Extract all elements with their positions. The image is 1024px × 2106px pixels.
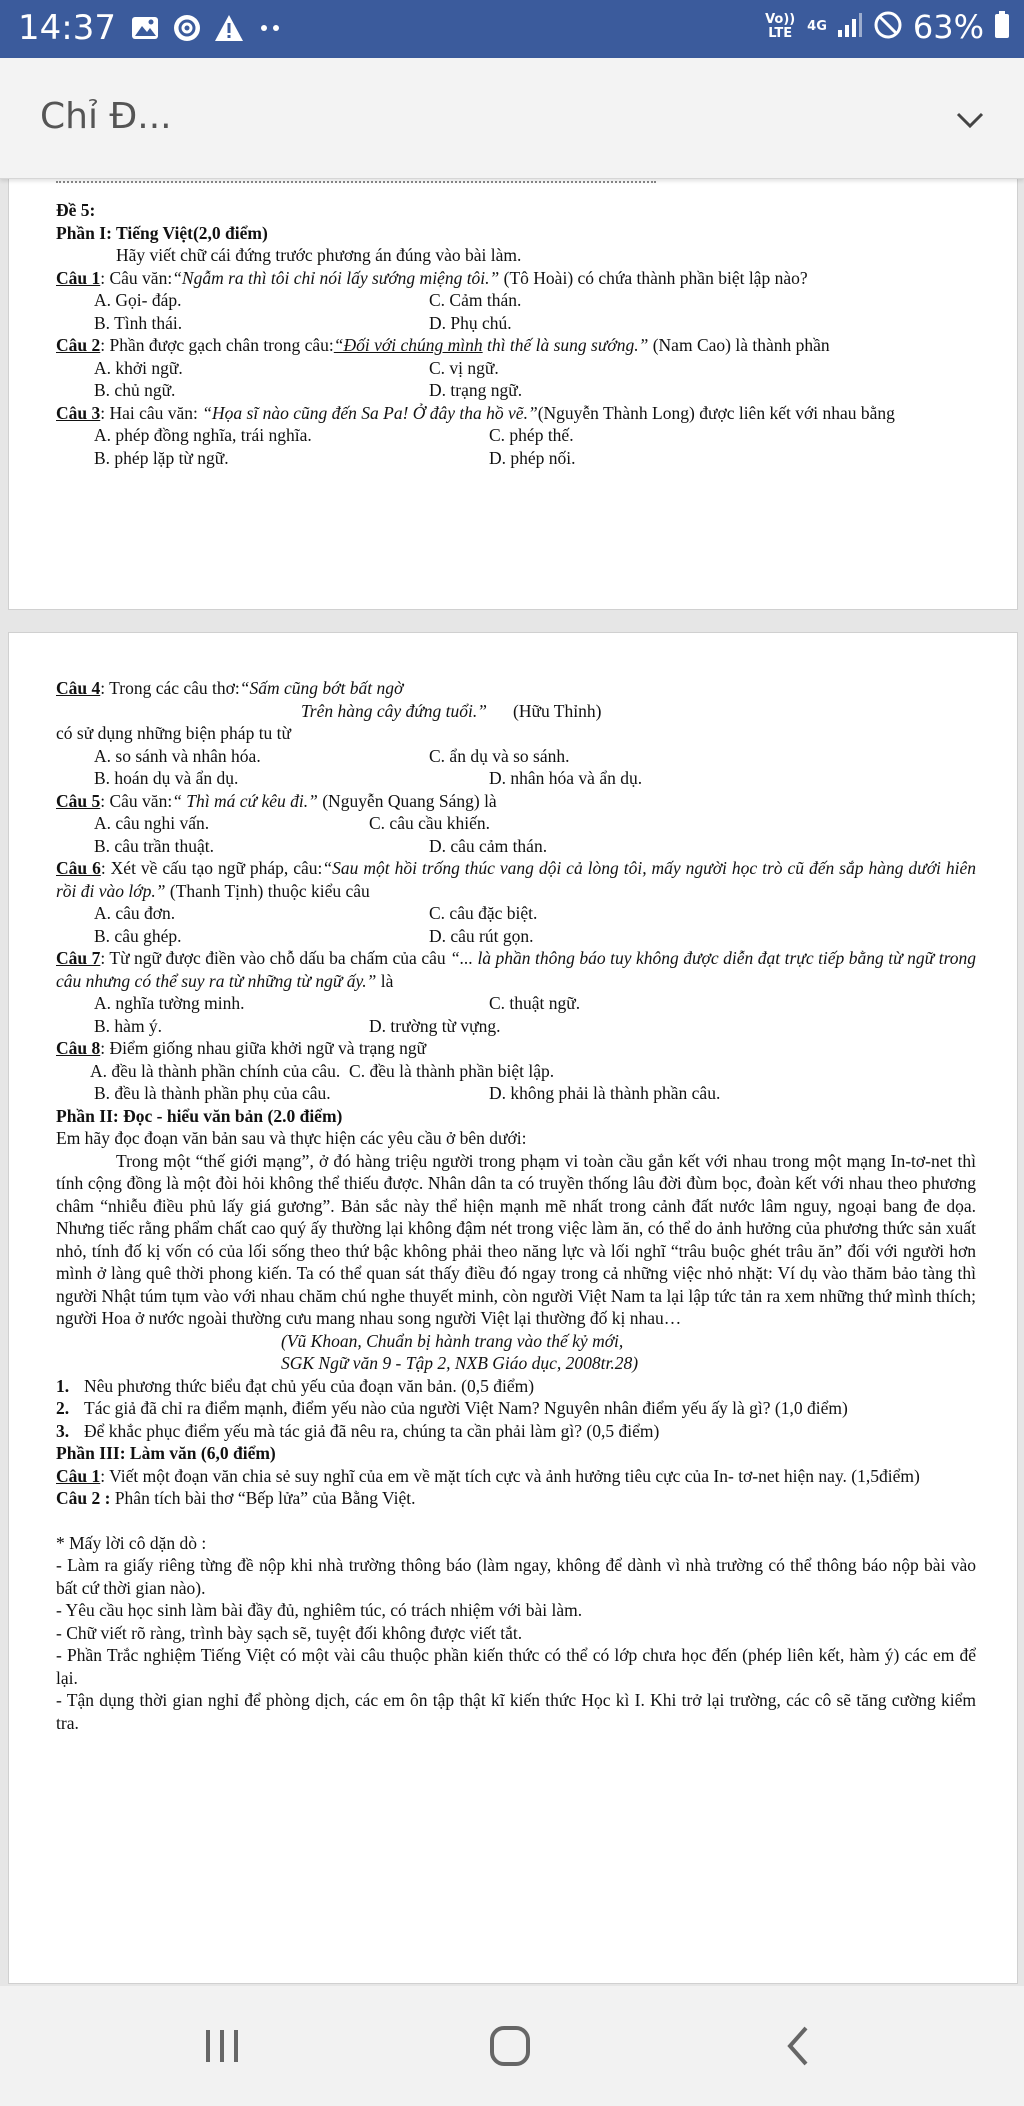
status-time: 14:37	[18, 8, 116, 48]
document-title[interactable]: Chỉ Đ...	[40, 96, 172, 137]
document-title-bar	[0, 58, 1024, 179]
teacher-note-1: - Làm ra giấy riêng từng đề nộp khi nhà trường thông báo (làm ngay, không để dành vì nhà trường có thể thông báo nộp bài vào bất cứ thời gian nào).	[56, 1555, 976, 1598]
document-page-2	[8, 632, 1018, 1984]
question-5: Câu 5: Câu văn:“ Thì má cứ kêu đi.” (Nguyễn Quang Sáng) là	[56, 790, 497, 811]
teacher-notes-title: * Mấy lời cô dặn dò :	[56, 1532, 207, 1553]
part-2-intro: Em hãy đọc đoạn văn bản sau và thực hiện các yêu cầu ở bên dưới:	[56, 1128, 527, 1148]
battery-icon	[994, 11, 1010, 43]
question-8-options-ac: A. đều là thành phần chính của câu. C. đều là thành phần biệt lập.	[90, 1060, 555, 1081]
teacher-note-5: - Tận dụng thời gian nghỉ để phòng dịch, các em ôn tập thật kĩ kiến thức Học kì I. Khi trở lại trường, các cô sẽ tăng cường kiểm tra.	[56, 1690, 976, 1733]
reading-question-1: 1. Nêu phương thức biểu đạt chủ yếu của đoạn văn bản. (0,5 điểm)	[56, 1375, 535, 1396]
question-3-options-ac: A. phép đồng nghĩa, trái nghĩa. C. phép thế.	[94, 425, 574, 445]
question-6-options-bd: B. câu ghép. D. câu rút gọn.	[94, 925, 534, 946]
reading-question-3: 3. Để khắc phục điểm yếu mà tác giả đã nêu ra, chúng ta cần phải làm gì? (0,5 điểm)	[56, 1420, 660, 1441]
writing-question-1: Câu 1: Viết một đoạn văn chia sẻ suy nghĩ của em về mặt tích cực và ảnh hưởng tiêu cực của In- tơ-net hiện nay. (1,5điểm)	[56, 1465, 920, 1486]
home-icon[interactable]	[482, 2018, 538, 2074]
signal-icon	[837, 12, 863, 42]
question-8: Câu 8: Điểm giống nhau giữa khởi ngữ và trạng ngữ	[56, 1038, 427, 1058]
question-2: Câu 2: Phần được gạch chân trong câu:“Đối với chúng mình thì thế là sung sướng.” (Nam Cao) là thành phần	[56, 335, 830, 355]
dnd-icon	[873, 10, 903, 44]
warning-icon	[214, 13, 244, 43]
question-1-options-bd: B. Tình thái. D. Phụ chú.	[94, 312, 512, 333]
question-7: Câu 7: Từ ngữ được điền vào chỗ dấu ba chấm của câu “... là phần thông báo tuy không được diễn đạt trực tiếp bằng từ ngữ trong câu nhưng có thể suy ra từ những từ ngữ ấy.” là	[56, 948, 976, 991]
question-8-options-bd: B. đều là thành phần phụ của câu. D. không phải là thành phần câu.	[94, 1083, 721, 1103]
teacher-note-2: - Yêu cầu học sinh làm bài đầy đủ, nghiêm túc, có trách nhiệm với bài làm.	[56, 1600, 583, 1620]
question-4-options-bd: B. hoán dụ và ẩn dụ. D. nhân hóa và ẩn dụ.	[94, 768, 643, 788]
chevron-down-icon[interactable]	[952, 102, 988, 138]
part-1-heading: Phần I: Tiếng Việt(2,0 điểm)	[56, 222, 268, 243]
navigation-bar	[0, 1986, 1024, 2106]
teacher-note-4: - Phần Trắc nghiệm Tiếng Việt có một vài câu thuộc phần kiến thức có thể có lớp chưa học đến (phép liên kết, hàm ý) các em để lại.	[56, 1645, 976, 1688]
question-7-options-ac: A. nghĩa tường minh. C. thuật ngữ.	[94, 993, 581, 1013]
question-7-options-bd: B. hàm ý. D. trường từ vựng.	[94, 1015, 501, 1036]
question-1-label: Câu 1	[56, 267, 101, 288]
question-4-poem-line-2: Trên hàng cây đứng tuổi.” (Hữu Thỉnh)	[301, 700, 602, 721]
part-2-heading: Phần II: Đọc - hiểu văn bản (2.0 điểm)	[56, 1105, 343, 1126]
part-1-instruction: Hãy viết chữ cái đứng trước phương án đúng vào bài làm.	[116, 245, 522, 265]
question-1: Câu 1: Câu văn:“Ngẫm ra thì tôi chỉ nói lấy sướng miệng tôi.” (Tô Hoài) có chứa thành phần biệt lập nào?	[56, 267, 808, 288]
volte-indicator: Vo)) LTE	[765, 12, 796, 41]
passage-source-line-1: (Vũ Khoan, Chuẩn bị hành trang vào thế kỷ mới,	[281, 1330, 624, 1351]
question-2-options-bd: B. chủ ngữ. D. trạng ngữ.	[94, 380, 523, 400]
part-3-heading: Phần III: Làm văn (6,0 điểm)	[56, 1443, 276, 1463]
reading-question-2: 2. Tác giả đã chỉ ra điểm mạnh, điểm yếu nào của người Việt Nam? Nguyên nhân điểm yếu ấy là gì? (1,0 điểm)	[56, 1398, 848, 1418]
reading-passage: Trong một “thế giới mạng”, ở đó hàng triệu người trong phạm vi toàn cầu gắn kết với nhau trong một mạng In-tơ-net thì tính cộng đồng là một đòi hỏi không thể thiếu được. Nhân dân ta có truyền thống lâu đời đùm bọc, đoàn kết với nhau theo phương châm “nhiễu điều phủ lấy giá gương”. Bản sắc này thể hiện mạnh mẽ nhất trong cảnh đất nước lâm nguy, ngoại bang đe dọa. Nhưng tiếc rằng phẩm chất cao quý ấy thường lại không đậm nét trong việc làm ăn, có thể do ảnh hưởng của phương thức sản xuất nhỏ, tính đố kị vốn có của lối sống theo thứ bậc không phải theo năng lực và lối nghĩ “trâu buộc ghét trâu ăn” đối với người hơn mình ở làng quê thời phong kiến. Ta có thể quan sát thấy điều đó ngay trong cả những việc nhỏ nhặt: Ví dụ vào thăm bảo tàng thì người Nhật túm tụm vào với nhau chăm chú nghe thuyết minh, còn người Việt Nam ta lại lập tức tản ra xem những thứ mình thích; người Hoa ở nước ngoài thường cưu mang nhau song người Việt lại thường đố kị nhau…	[56, 1150, 976, 1328]
back-icon[interactable]	[770, 2018, 826, 2074]
question-4: Câu 4: Trong các câu thơ:“Sấm cũng bớt bất ngờ	[56, 678, 404, 698]
question-6: Câu 6: Xét về cấu tạo ngữ pháp, câu:“Sau một hồi trống thúc vang dội cả lòng tôi, mấy người học trò cũ đến sắp hàng dưới hiên rồi đi vào lớp.” (Thanh Tịnh) thuộc kiểu câu	[56, 858, 977, 901]
battery-percent: 63%	[912, 8, 984, 46]
page-1-content	[56, 181, 976, 469]
more-dots-icon	[256, 13, 286, 43]
cut-off-line	[56, 181, 656, 199]
document-page-1	[8, 178, 1018, 610]
question-2-label: Câu 2	[56, 335, 101, 355]
question-6-label: Câu 6	[56, 858, 101, 878]
question-3: Câu 3: Hai câu văn: “Họa sĩ nào cũng đến Sa Pa! Ở đây tha hồ vẽ.”(Nguyễn Thành Long) được liên kết với nhau bằng	[56, 402, 895, 423]
question-1-options-ac: A. Gọi- đáp. C. Cảm thán.	[94, 290, 522, 310]
image-icon	[130, 13, 160, 43]
question-5-label: Câu 5	[56, 790, 101, 811]
passage-source-line-2: SGK Ngữ văn 9 - Tập 2, NXB Giáo dục, 2008tr.28)	[281, 1353, 639, 1373]
question-7-label: Câu 7	[56, 948, 101, 968]
sync-icon	[172, 13, 202, 43]
status-bar	[0, 0, 1024, 58]
status-notification-icons	[130, 13, 286, 43]
page-2-content	[56, 677, 976, 1734]
recent-apps-icon[interactable]	[194, 2018, 250, 2074]
question-3-options-bd: B. phép lặp từ ngữ. D. phép nối.	[94, 447, 576, 468]
question-4-stem: có sử dụng những biện pháp tu từ	[56, 723, 292, 743]
exam-number: Đề 5:	[56, 200, 96, 220]
teacher-note-3: - Chữ viết rõ ràng, trình bày sạch sẽ, tuyệt đối không được viết tắt.	[56, 1622, 523, 1643]
writing-question-2: Câu 2 : Phân tích bài thơ “Bếp lửa” của Bằng Việt.	[56, 1488, 416, 1508]
question-8-label: Câu 8	[56, 1038, 101, 1058]
question-2-options-ac: A. khởi ngữ. C. vị ngữ.	[94, 357, 499, 378]
question-5-options-ac: A. câu nghi vấn. C. câu cầu khiến.	[94, 813, 490, 833]
question-4-label: Câu 4	[56, 678, 101, 698]
question-5-options-bd: B. câu trần thuật. D. câu cảm thán.	[94, 835, 548, 856]
network-type: 4G	[807, 19, 827, 34]
question-6-options-ac: A. câu đơn. C. câu đặc biệt.	[94, 903, 538, 923]
status-system-icons	[763, 8, 1010, 46]
question-3-label: Câu 3	[56, 402, 101, 423]
question-4-options-ac: A. so sánh và nhân hóa. C. ẩn dụ và so sánh.	[94, 745, 570, 766]
